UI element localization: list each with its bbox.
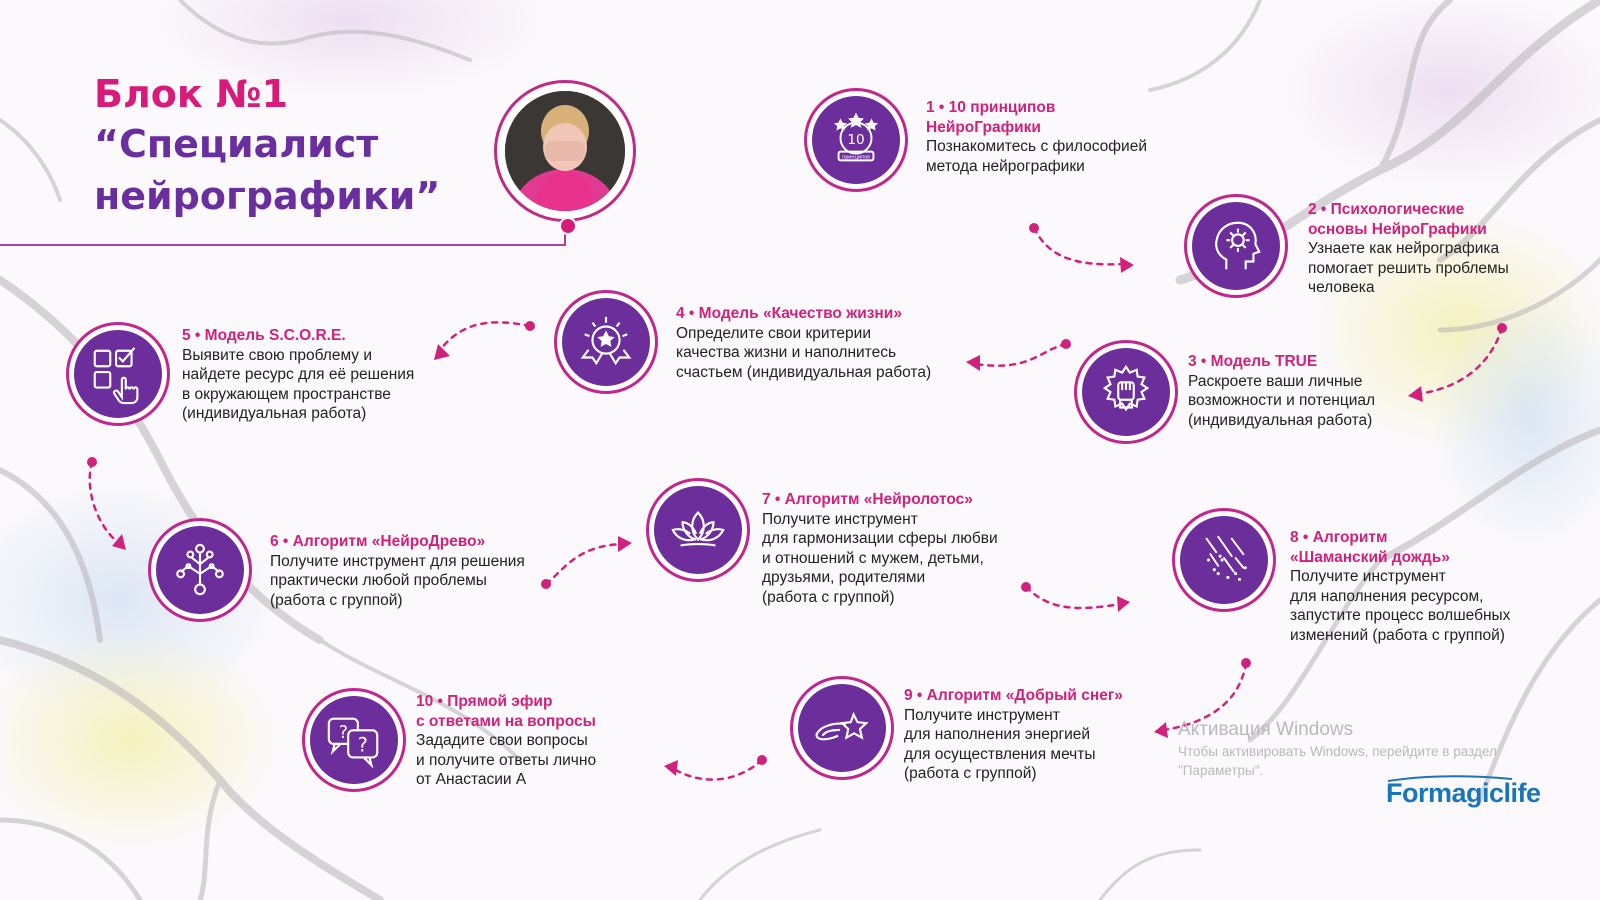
step-9-text: Получите инструмент для наполнения энергией для осуществления мечты (работа с группой) [904, 706, 1096, 782]
avatar-photo [505, 91, 625, 211]
avatar-marker-dot [559, 217, 577, 235]
star-medal-icon [575, 311, 637, 373]
step-4-icon-circle [554, 290, 658, 394]
step-5-text: Выявите свою проблему и найдете ресурс для её решения в окружающем пространстве (индивидуальная работа) [182, 346, 415, 422]
badge-10-icon [825, 109, 887, 171]
step-1-icon-circle [804, 88, 908, 192]
step-3-text: Раскроете ваши личные возможности и потенциал (индивидуальная работа) [1188, 372, 1376, 429]
step-2-text: Узнаете как нейрографика помогает решить проблемы человека [1308, 240, 1509, 296]
step-1-text: Познакомитесь с философией метода нейрографики [926, 138, 1147, 175]
watermark-text: Чтобы активировать Windows, перейдите в раздел "Параметры". [1178, 744, 1497, 778]
step-5-icon-circle [66, 322, 170, 426]
step-6-heading: 6 • Алгоритм «НейроДрево» [270, 533, 486, 550]
step-2 [1308, 200, 1568, 298]
lotus-icon [667, 499, 729, 561]
question-bubbles-icon [323, 709, 385, 771]
step-6-text: Получите инструмент для решения практически любой проблемы (работа с группой) [270, 552, 525, 609]
step-6-icon-circle [148, 518, 252, 622]
logo-wave [1386, 773, 1516, 783]
tree-icon [169, 539, 231, 601]
step-5-heading: 5 • Модель S.C.O.R.E. [182, 327, 346, 344]
block-number: Блок №1 [94, 72, 289, 116]
step-3 [1188, 352, 1428, 430]
step-1-heading: 1 • 10 принципов НейроГрафики [926, 99, 1056, 136]
step-8-heading: 8 • Алгоритм «Шаманский дождь» [1290, 529, 1450, 566]
windows-activation-watermark [1178, 718, 1558, 780]
step-10-text: Зададите свои вопросы и получите ответы лично от Анастасии А [416, 732, 597, 788]
avatar [494, 80, 636, 222]
step-7-icon-circle [646, 478, 750, 582]
checklist-icon [87, 343, 149, 405]
step-10 [416, 692, 656, 790]
svg-text:?: ? [338, 723, 348, 744]
step-8-icon-circle [1172, 508, 1276, 612]
svg-text:принципов: принципов [842, 155, 870, 161]
step-7-text: Получите инструмент для гармонизации сферы любви и отношений с мужем, детьми, друзьями, родителями (работа с группой) [762, 510, 998, 606]
head-gear-icon [1205, 215, 1267, 277]
block-subtitle: “Специалист нейрографики” [94, 122, 441, 218]
step-8 [1290, 528, 1560, 645]
logo-text: Formagiclife [1386, 778, 1541, 808]
shooting-star-icon [811, 697, 873, 759]
step-10-heading: 10 • Прямой эфир с ответами на вопросы [416, 693, 596, 730]
step-3-heading: 3 • Модель TRUE [1188, 353, 1318, 370]
step-1 [926, 98, 1196, 176]
step-9-heading: 9 • Алгоритм «Добрый снег» [904, 687, 1123, 704]
step-2-heading: 2 • Психологические основы НейроГрафики [1308, 201, 1487, 238]
step-3-icon-circle [1074, 340, 1178, 444]
block-title [94, 70, 494, 222]
step-7 [762, 490, 1052, 607]
title-underline [0, 244, 566, 246]
brand-logo [1386, 778, 1541, 809]
step-4-text: Определите свои критерии качества жизни и наполнитесь счастьем (индивидуальная работа) [676, 324, 932, 381]
step-8-text: Получите инструмент для наполнения ресурсом, запустите процесс волшебных изменений (работа с группой) [1290, 568, 1511, 644]
step-4 [676, 304, 976, 382]
watermark-title: Активация Windows [1178, 719, 1354, 740]
svg-text:10: 10 [847, 131, 865, 148]
fist-icon [1095, 361, 1157, 423]
step-6 [270, 532, 570, 610]
svg-text:?: ? [357, 733, 368, 757]
rain-icon [1193, 529, 1255, 591]
step-7-heading: 7 • Алгоритм «Нейролотос» [762, 491, 973, 508]
step-10-icon-circle [302, 688, 406, 792]
step-5 [182, 326, 462, 424]
step-9 [904, 686, 1164, 784]
step-9-icon-circle [790, 676, 894, 780]
step-2-icon-circle [1184, 194, 1288, 298]
step-4-heading: 4 • Модель «Качество жизни» [676, 305, 902, 322]
